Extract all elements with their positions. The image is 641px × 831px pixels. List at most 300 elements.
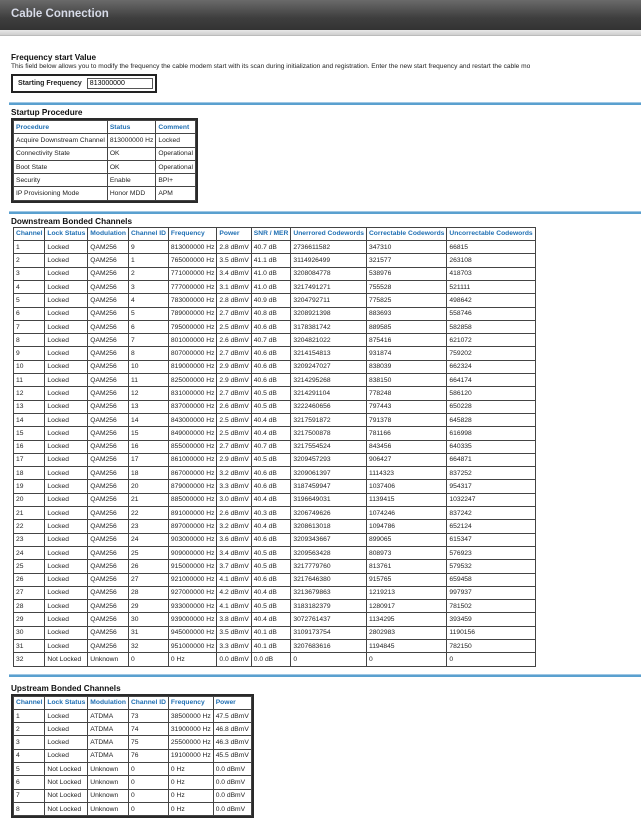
- table-cell: 2.9 dBmV: [217, 453, 251, 466]
- table-cell: 40.3 dB: [251, 507, 291, 520]
- table-cell: QAM256: [88, 533, 129, 546]
- table-row: [14, 160, 196, 173]
- table-cell: Enable: [107, 174, 156, 187]
- table-cell: QAM256: [88, 254, 129, 267]
- table-row: [14, 546, 536, 559]
- table-cell: 3: [128, 280, 168, 293]
- table-cell: 0: [447, 653, 535, 666]
- table-row: [14, 334, 536, 347]
- table-cell: 7: [128, 334, 168, 347]
- table-cell: QAM256: [88, 467, 129, 480]
- table-cell: 22: [14, 520, 45, 533]
- table-cell: 879000000 Hz: [168, 480, 217, 493]
- table-cell: 6: [128, 320, 168, 333]
- table-cell: Locked: [45, 267, 88, 280]
- table-cell: 521111: [447, 280, 535, 293]
- table-cell: 931874: [366, 347, 446, 360]
- table-cell: 664871: [447, 453, 535, 466]
- table-cell: 20: [128, 480, 168, 493]
- table-cell: 40.6 dB: [251, 467, 291, 480]
- table-cell: 909000000 Hz: [168, 546, 217, 559]
- table-cell: 755528: [366, 280, 446, 293]
- table-cell: Locked: [45, 254, 88, 267]
- table-cell: 927000000 Hz: [168, 586, 217, 599]
- table-row: [14, 573, 536, 586]
- table-cell: 855000000 Hz: [168, 440, 217, 453]
- table-cell: 73: [128, 709, 168, 722]
- frequency-section-description: This field below allows you to modify the frequency the cable modem start with its scan during initialization and registration. Enter the new start frequency and restart the cable mo: [11, 63, 531, 70]
- column-header: Status: [107, 121, 156, 134]
- table-cell: Not Locked: [45, 776, 88, 789]
- table-cell: QAM256: [88, 626, 129, 639]
- table-cell: 8: [128, 347, 168, 360]
- table-cell: 3109173754: [291, 626, 367, 639]
- table-cell: Honor MDD: [107, 187, 156, 200]
- table-cell: 778248: [366, 387, 446, 400]
- table-cell: 765000000 Hz: [168, 254, 217, 267]
- table-cell: 41.0 dB: [251, 267, 291, 280]
- table-cell: 0.0 dB: [251, 653, 291, 666]
- table-cell: 2.5 dBmV: [217, 320, 251, 333]
- table-cell: ATDMA: [88, 723, 129, 736]
- column-header: Power: [217, 227, 251, 240]
- table-cell: 867000000 Hz: [168, 467, 217, 480]
- table-row: [14, 307, 536, 320]
- table-cell: 3217491271: [291, 280, 367, 293]
- table-cell: 837252: [447, 467, 535, 480]
- table-cell: 3.4 dBmV: [217, 546, 251, 559]
- table-cell: 40.4 dB: [251, 613, 291, 626]
- table-cell: 0: [128, 802, 168, 815]
- table-cell: 2.7 dBmV: [217, 347, 251, 360]
- table-cell: Locked: [45, 507, 88, 520]
- column-header: Lock Status: [45, 696, 88, 709]
- startup-table: [13, 120, 196, 201]
- table-cell: 650228: [447, 400, 535, 413]
- table-cell: 0.0 dBmV: [213, 776, 251, 789]
- table-row: [14, 586, 536, 599]
- column-header: Channel: [14, 696, 45, 709]
- table-cell: Locked: [45, 560, 88, 573]
- table-cell: 40.7 dB: [251, 241, 291, 254]
- table-cell: 837000000 Hz: [168, 400, 217, 413]
- table-cell: 16: [14, 440, 45, 453]
- table-cell: 2.7 dBmV: [217, 307, 251, 320]
- table-cell: QAM256: [88, 374, 129, 387]
- table-cell: Locked: [45, 241, 88, 254]
- table-row: [14, 453, 536, 466]
- table-cell: 3217646380: [291, 573, 367, 586]
- table-cell: 3217554524: [291, 440, 367, 453]
- table-cell: QAM256: [88, 307, 129, 320]
- table-cell: ATDMA: [88, 709, 129, 722]
- table-cell: Locked: [45, 320, 88, 333]
- table-cell: 27: [14, 586, 45, 599]
- table-row: [14, 709, 252, 722]
- table-cell: 2.7 dBmV: [217, 440, 251, 453]
- table-cell: 891000000 Hz: [168, 507, 217, 520]
- table-cell: 2.5 dBmV: [217, 427, 251, 440]
- table-cell: Locked: [45, 440, 88, 453]
- table-cell: Unknown: [88, 653, 129, 666]
- table-cell: 40.4 dB: [251, 520, 291, 533]
- table-row: [14, 267, 536, 280]
- table-cell: 3178381742: [291, 320, 367, 333]
- table-cell: Locked: [45, 453, 88, 466]
- table-cell: 2: [128, 267, 168, 280]
- table-cell: 2.6 dBmV: [217, 507, 251, 520]
- table-cell: 3209457293: [291, 453, 367, 466]
- table-cell: 0: [291, 653, 367, 666]
- column-header: Correctable Codewords: [366, 227, 446, 240]
- table-cell: 0.0 dBmV: [217, 653, 251, 666]
- table-cell: 843456: [366, 440, 446, 453]
- table-cell: 3.2 dBmV: [217, 467, 251, 480]
- table-row: [14, 147, 196, 160]
- table-cell: 813761: [366, 560, 446, 573]
- table-cell: 1094786: [366, 520, 446, 533]
- table-cell: Connectivity State: [14, 147, 108, 160]
- table-row: [14, 374, 536, 387]
- table-cell: 46.3 dBmV: [213, 736, 251, 749]
- table-cell: 3209563428: [291, 546, 367, 559]
- table-cell: 4: [14, 280, 45, 293]
- table-row: [14, 347, 536, 360]
- table-cell: 2.7 dBmV: [217, 387, 251, 400]
- table-cell: Locked: [45, 467, 88, 480]
- table-cell: Locked: [45, 480, 88, 493]
- table-cell: 40.6 dB: [251, 374, 291, 387]
- table-cell: 883693: [366, 307, 446, 320]
- table-cell: Not Locked: [45, 789, 88, 802]
- table-cell: 498642: [447, 294, 535, 307]
- column-header: Unerrored Codewords: [291, 227, 367, 240]
- table-cell: 40.4 dB: [251, 413, 291, 426]
- table-row: [14, 613, 536, 626]
- table-cell: 3.8 dBmV: [217, 613, 251, 626]
- upstream-section-title: Upstream Bonded Channels: [11, 683, 121, 693]
- table-cell: 3214154813: [291, 347, 367, 360]
- downstream-section-title: Downstream Bonded Channels: [11, 216, 133, 226]
- table-row: [14, 520, 536, 533]
- table-row: [14, 749, 252, 762]
- table-cell: 933000000 Hz: [168, 600, 217, 613]
- frequency-section-title: Frequency start Value: [11, 53, 97, 62]
- table-cell: 1114323: [366, 467, 446, 480]
- table-cell: 74: [128, 723, 168, 736]
- table-cell: 1: [14, 241, 45, 254]
- table-cell: 3208921398: [291, 307, 367, 320]
- table-cell: 3183182379: [291, 600, 367, 613]
- table-cell: QAM256: [88, 320, 129, 333]
- table-cell: 3204821022: [291, 334, 367, 347]
- table-cell: QAM256: [88, 520, 129, 533]
- table-cell: 12: [128, 387, 168, 400]
- table-row: [14, 400, 536, 413]
- table-cell: Locked: [45, 307, 88, 320]
- table-cell: 31: [14, 639, 45, 652]
- table-cell: Locked: [45, 723, 88, 736]
- table-cell: Not Locked: [45, 802, 88, 815]
- table-cell: 2.5 dBmV: [217, 413, 251, 426]
- table-row: [14, 241, 536, 254]
- table-cell: 38500000 Hz: [168, 709, 213, 722]
- table-cell: 15: [128, 427, 168, 440]
- table-cell: 0: [128, 653, 168, 666]
- table-cell: 14: [128, 413, 168, 426]
- table-cell: Locked: [45, 520, 88, 533]
- table-cell: 899065: [366, 533, 446, 546]
- table-row: [14, 763, 252, 776]
- table-cell: 582858: [447, 320, 535, 333]
- table-cell: 2.9 dBmV: [217, 360, 251, 373]
- table-cell: 1: [14, 709, 45, 722]
- table-cell: 40.5 dB: [251, 546, 291, 559]
- table-cell: 825000000 Hz: [168, 374, 217, 387]
- table-cell: Locked: [45, 387, 88, 400]
- table-cell: 1032247: [447, 493, 535, 506]
- table-cell: 9: [128, 241, 168, 254]
- starting-frequency-box: [11, 74, 157, 93]
- table-row: [14, 789, 252, 802]
- table-cell: Security: [14, 174, 108, 187]
- table-cell: 783000000 Hz: [168, 294, 217, 307]
- table-cell: 41.0 dB: [251, 280, 291, 293]
- table-cell: 781166: [366, 427, 446, 440]
- table-cell: 393459: [447, 613, 535, 626]
- table-cell: Locked: [45, 586, 88, 599]
- table-cell: 3206749626: [291, 507, 367, 520]
- table-cell: 837242: [447, 507, 535, 520]
- table-cell: 945000000 Hz: [168, 626, 217, 639]
- table-cell: 3.5 dBmV: [217, 254, 251, 267]
- table-row: [14, 600, 536, 613]
- table-cell: 0.0 dBmV: [213, 789, 251, 802]
- table-cell: 2.8 dBmV: [217, 241, 251, 254]
- table-cell: 3208613018: [291, 520, 367, 533]
- table-cell: 40.7 dB: [251, 334, 291, 347]
- table-cell: 3204792711: [291, 294, 367, 307]
- table-cell: 40.7 dB: [251, 440, 291, 453]
- table-row: [14, 467, 536, 480]
- table-cell: 15: [14, 427, 45, 440]
- table-cell: 13: [128, 400, 168, 413]
- table-cell: Operational: [156, 147, 196, 160]
- table-cell: 1: [128, 254, 168, 267]
- table-cell: 2: [14, 254, 45, 267]
- table-row: [14, 480, 536, 493]
- table-cell: OK: [107, 147, 156, 160]
- table-cell: 11: [128, 374, 168, 387]
- table-cell: 777000000 Hz: [168, 280, 217, 293]
- table-cell: 3214295268: [291, 374, 367, 387]
- table-cell: 30: [128, 613, 168, 626]
- column-header: Frequency: [168, 696, 213, 709]
- table-row: [14, 493, 536, 506]
- table-cell: 20: [14, 493, 45, 506]
- table-header-row: [14, 121, 196, 134]
- table-cell: 3217591872: [291, 413, 367, 426]
- column-header: Uncorrectable Codewords: [447, 227, 535, 240]
- table-cell: 31: [128, 626, 168, 639]
- table-cell: 4.1 dBmV: [217, 600, 251, 613]
- table-cell: 3.3 dBmV: [217, 639, 251, 652]
- table-cell: 25500000 Hz: [168, 736, 213, 749]
- table-cell: 28: [14, 600, 45, 613]
- table-cell: 3072761437: [291, 613, 367, 626]
- table-cell: 40.5 dB: [251, 600, 291, 613]
- table-cell: Not Locked: [45, 653, 88, 666]
- table-cell: 40.6 dB: [251, 533, 291, 546]
- table-cell: Locked: [45, 413, 88, 426]
- table-cell: 4: [128, 294, 168, 307]
- table-cell: 1074246: [366, 507, 446, 520]
- table-cell: 789000000 Hz: [168, 307, 217, 320]
- table-row: [14, 653, 536, 666]
- table-cell: 0 Hz: [168, 789, 213, 802]
- table-cell: QAM256: [88, 334, 129, 347]
- table-cell: 45.5 dBmV: [213, 749, 251, 762]
- table-cell: 3209061397: [291, 467, 367, 480]
- table-cell: 1134295: [366, 613, 446, 626]
- table-cell: QAM256: [88, 427, 129, 440]
- table-cell: 759202: [447, 347, 535, 360]
- table-row: [14, 387, 536, 400]
- table-cell: 0.0 dBmV: [213, 802, 251, 815]
- table-cell: 5: [14, 763, 45, 776]
- page-title: Cable Connection: [11, 8, 109, 20]
- table-cell: 885000000 Hz: [168, 493, 217, 506]
- table-cell: 6: [14, 776, 45, 789]
- column-header: SNR / MER: [251, 227, 291, 240]
- table-cell: 23: [14, 533, 45, 546]
- table-cell: 1219213: [366, 586, 446, 599]
- table-cell: Locked: [45, 639, 88, 652]
- table-cell: 10: [14, 360, 45, 373]
- table-cell: 40.1 dB: [251, 639, 291, 652]
- table-cell: 40.6 dB: [251, 320, 291, 333]
- table-cell: 1280917: [366, 600, 446, 613]
- table-cell: 26: [128, 560, 168, 573]
- table-cell: 3209247027: [291, 360, 367, 373]
- table-cell: 66815: [447, 241, 535, 254]
- table-cell: 616998: [447, 427, 535, 440]
- table-cell: 0: [366, 653, 446, 666]
- table-row: [14, 802, 252, 815]
- table-cell: Unknown: [88, 789, 129, 802]
- table-cell: 997937: [447, 586, 535, 599]
- table-cell: 915765: [366, 573, 446, 586]
- table-cell: 558746: [447, 307, 535, 320]
- table-cell: 664174: [447, 374, 535, 387]
- table-cell: QAM256: [88, 347, 129, 360]
- table-cell: 76: [128, 749, 168, 762]
- table-cell: QAM256: [88, 586, 129, 599]
- column-header: Procedure: [14, 121, 108, 134]
- table-cell: 3114926499: [291, 254, 367, 267]
- table-cell: 951000000 Hz: [168, 639, 217, 652]
- table-row: [14, 187, 196, 200]
- table-cell: 903000000 Hz: [168, 533, 217, 546]
- table-cell: 897000000 Hz: [168, 520, 217, 533]
- table-cell: 906427: [366, 453, 446, 466]
- table-cell: 3207683616: [291, 639, 367, 652]
- table-cell: 801000000 Hz: [168, 334, 217, 347]
- table-cell: QAM256: [88, 546, 129, 559]
- table-cell: 849000000 Hz: [168, 427, 217, 440]
- table-cell: 819000000 Hz: [168, 360, 217, 373]
- starting-frequency-input[interactable]: [87, 78, 153, 89]
- upstream-table-frame: [11, 694, 254, 819]
- table-cell: 3208084778: [291, 267, 367, 280]
- table-cell: 7: [14, 789, 45, 802]
- table-cell: 3187459947: [291, 480, 367, 493]
- table-cell: Unknown: [88, 763, 129, 776]
- table-cell: Locked: [45, 334, 88, 347]
- table-cell: 9: [14, 347, 45, 360]
- table-cell: Unknown: [88, 802, 129, 815]
- table-cell: 1139415: [366, 493, 446, 506]
- table-cell: 795000000 Hz: [168, 320, 217, 333]
- table-cell: 3.3 dBmV: [217, 480, 251, 493]
- table-cell: 838039: [366, 360, 446, 373]
- table-cell: 40.9 dB: [251, 294, 291, 307]
- table-cell: 652124: [447, 520, 535, 533]
- table-row: [14, 533, 536, 546]
- table-cell: 4.1 dBmV: [217, 573, 251, 586]
- upstream-table: [13, 696, 252, 817]
- table-cell: ATDMA: [88, 736, 129, 749]
- table-cell: 615347: [447, 533, 535, 546]
- table-cell: Operational: [156, 160, 196, 173]
- column-header: Modulation: [88, 227, 129, 240]
- table-cell: 3.1 dBmV: [217, 280, 251, 293]
- table-cell: 3.5 dBmV: [217, 626, 251, 639]
- table-cell: 21: [14, 507, 45, 520]
- table-cell: 3.7 dBmV: [217, 560, 251, 573]
- table-cell: 19: [14, 480, 45, 493]
- table-cell: Locked: [45, 294, 88, 307]
- table-cell: QAM256: [88, 613, 129, 626]
- table-cell: 813000000 Hz: [107, 134, 156, 147]
- column-header: Channel: [14, 227, 45, 240]
- table-cell: 2: [14, 723, 45, 736]
- table-cell: 0 Hz: [168, 653, 217, 666]
- table-row: [14, 254, 536, 267]
- table-cell: 8: [14, 334, 45, 347]
- column-header: Lock Status: [45, 227, 88, 240]
- window-titlebar: [0, 0, 641, 30]
- table-cell: 797443: [366, 400, 446, 413]
- section-divider: [9, 674, 641, 677]
- table-cell: Not Locked: [45, 763, 88, 776]
- table-cell: 32: [128, 639, 168, 652]
- table-cell: Locked: [45, 613, 88, 626]
- table-cell: 3196649031: [291, 493, 367, 506]
- table-cell: 46.8 dBmV: [213, 723, 251, 736]
- table-cell: 29: [14, 613, 45, 626]
- table-cell: 1194845: [366, 639, 446, 652]
- table-cell: 12: [14, 387, 45, 400]
- table-cell: QAM256: [88, 493, 129, 506]
- table-cell: 7: [14, 320, 45, 333]
- table-cell: 813000000 Hz: [168, 241, 217, 254]
- table-cell: 17: [128, 453, 168, 466]
- table-cell: 40.6 dB: [251, 480, 291, 493]
- table-cell: 3222460656: [291, 400, 367, 413]
- column-header: Power: [213, 696, 251, 709]
- table-cell: 889585: [366, 320, 446, 333]
